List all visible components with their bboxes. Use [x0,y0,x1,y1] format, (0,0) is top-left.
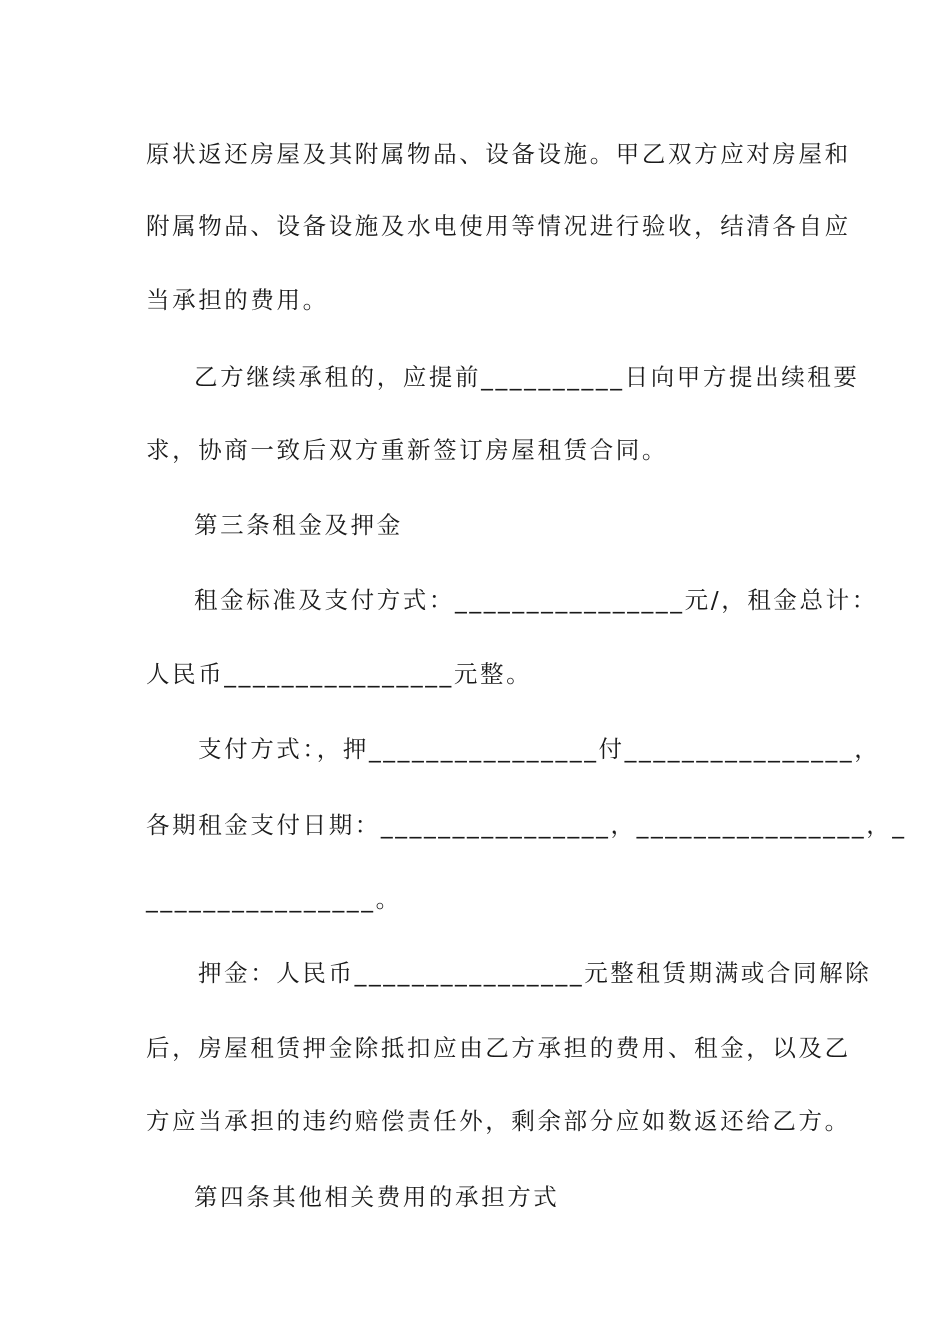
paragraph-line: 原状返还房屋及其附属物品、设备设施。甲乙双方应对房屋和 [146,140,851,168]
paragraph-line: ________________。 [146,885,402,913]
paragraph-line: 人民币________________元整。 [146,660,533,688]
paragraph-line: 当承担的费用。 [146,286,329,314]
paragraph-line: 求，协商一致后双方重新签订房屋租赁合同。 [146,436,668,464]
paragraph-line: 租金标准及支付方式：________________元/，租金总计： [194,586,878,614]
section-heading: 第三条租金及押金 [194,511,403,539]
section-heading: 第四条其他相关费用的承担方式 [194,1183,560,1211]
paragraph-line: 后，房屋租赁押金除抵扣应由乙方承担的费用、租金，以及乙 [146,1034,851,1062]
paragraph-line: 押金：人民币________________元整租赁期满或合同解除 [198,959,872,987]
paragraph-line: 支付方式：，押________________付________________， [198,735,881,763]
paragraph-line: 乙方继续承租的，应提前__________日向甲方提出续租要 [194,363,860,391]
paragraph-line: 附属物品、设备设施及水电使用等情况进行验收，结清各自应 [146,212,851,240]
paragraph-line: 各期租金支付日期：________________，________________，_ [146,811,907,839]
paragraph-line: 方应当承担的违约赔偿责任外，剩余部分应如数返还给乙方。 [146,1107,851,1135]
